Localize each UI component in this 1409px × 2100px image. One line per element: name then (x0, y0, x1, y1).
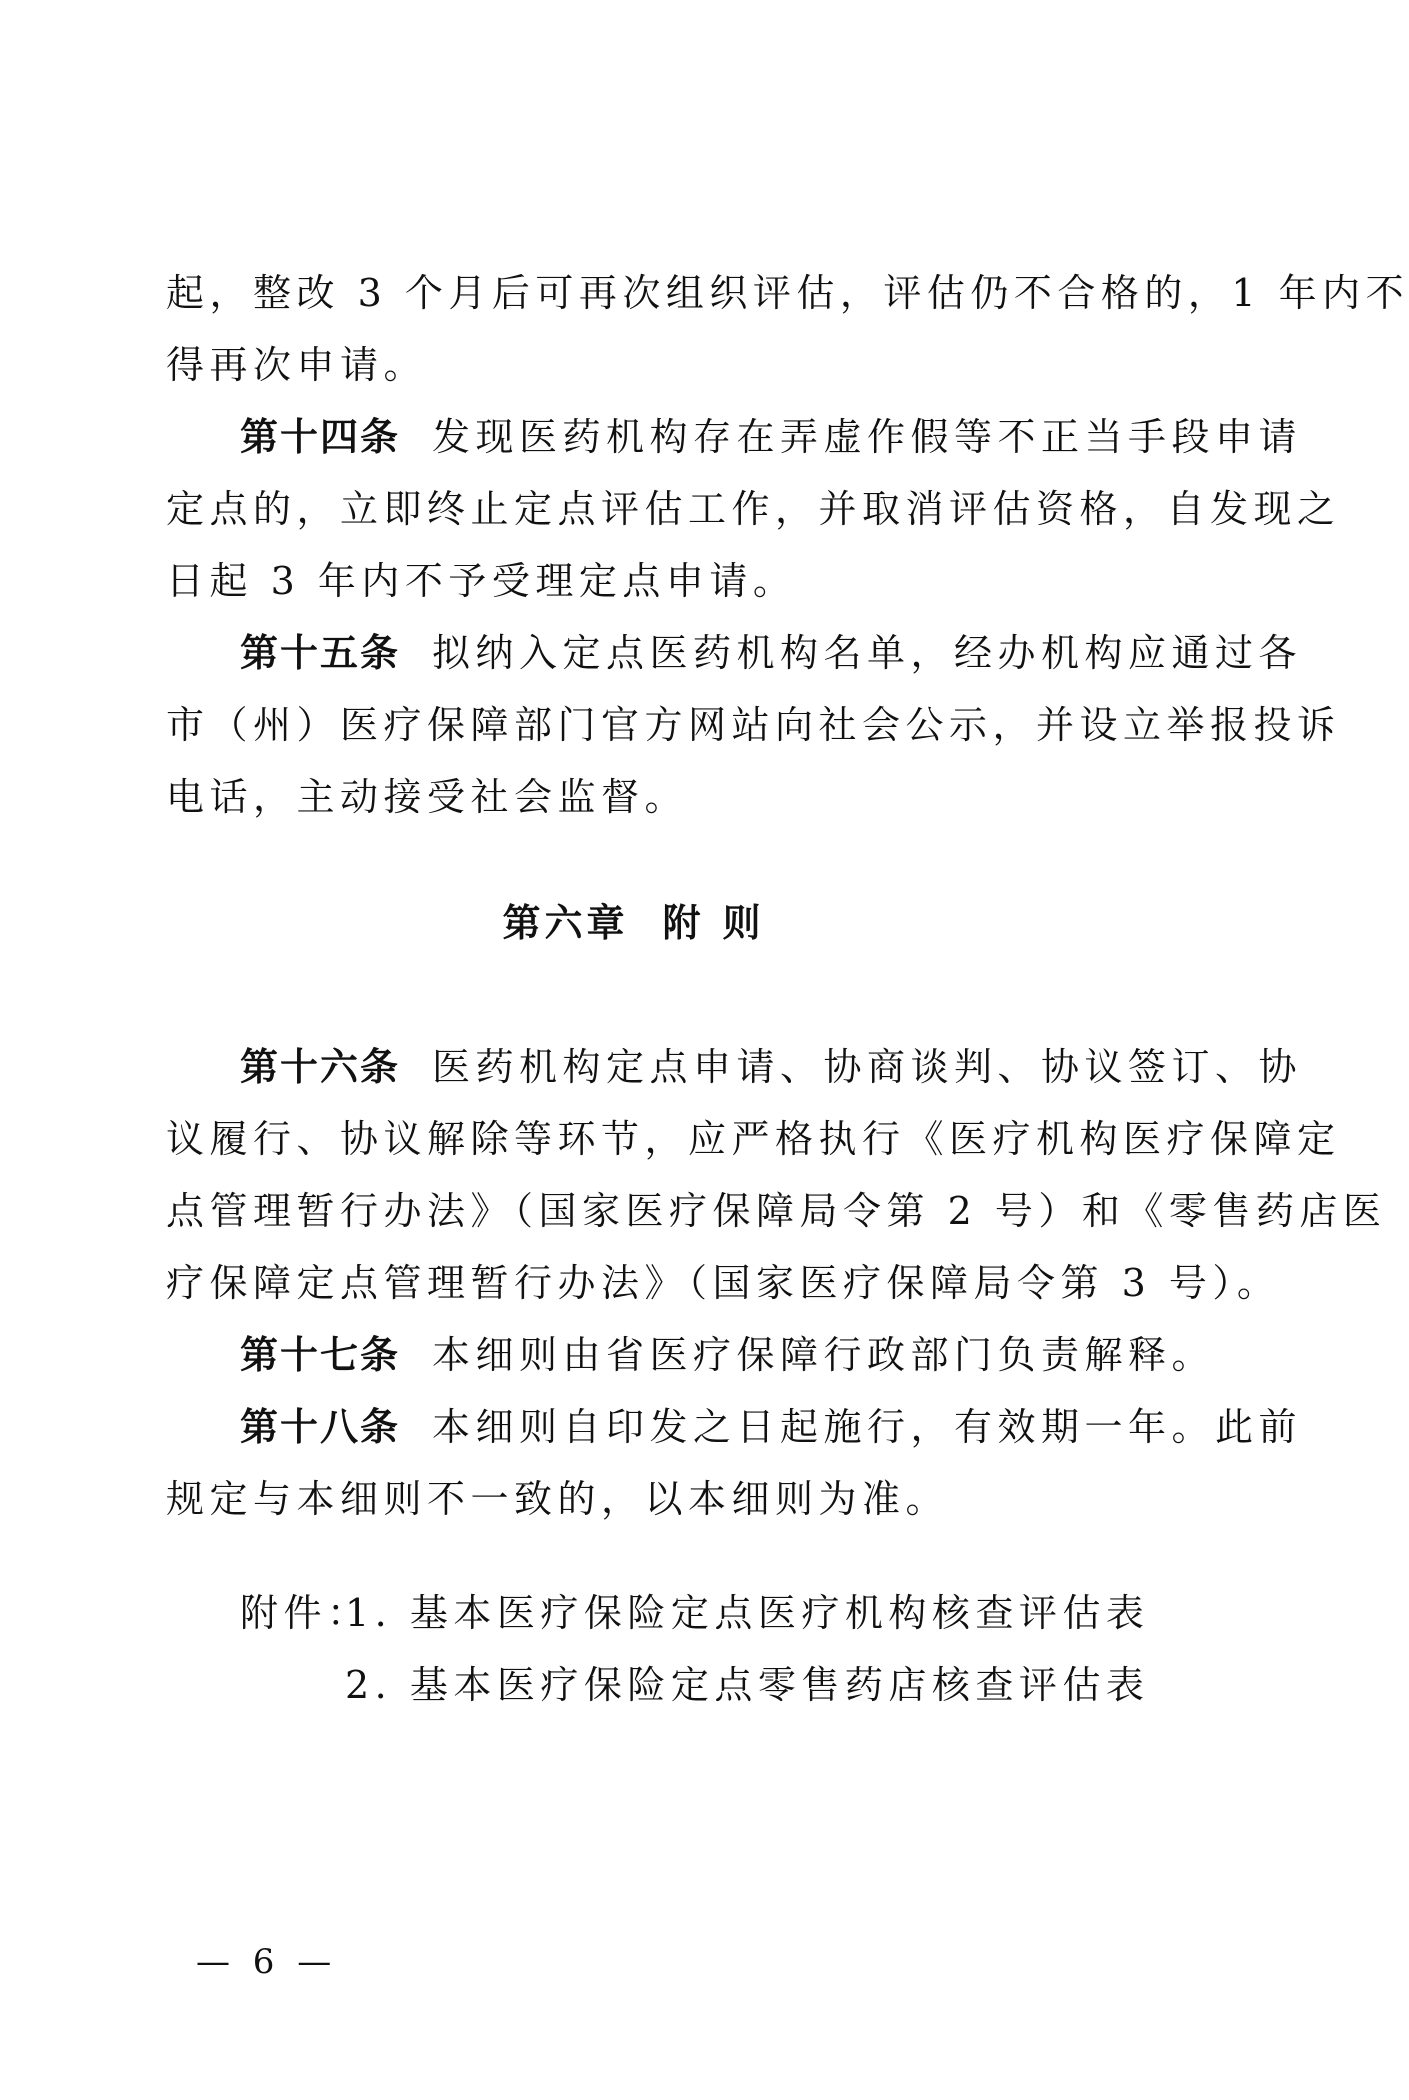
article-label: 第十五条 (240, 631, 401, 675)
page-number: — 6 — (196, 1942, 338, 1982)
article-text: 本细则由省医疗保障行政部门负责解释。 (432, 1333, 1216, 1377)
article-label: 第十四条 (240, 415, 401, 459)
chapter-title-part: 则 (722, 901, 765, 945)
paragraph-line: 定点的，立即终止定点评估工作，并取消评估资格，自发现之 (166, 487, 1341, 531)
paragraph-line: 得再次申请。 (166, 343, 428, 387)
article-text: 本细则自印发之日起施行，有效期一年。此前 (432, 1405, 1303, 1449)
paragraph-line: 规定与本细则不一致的，以本细则为准。 (166, 1477, 950, 1521)
attachment-label: 附件： (240, 1591, 371, 1635)
article-text: 医药机构定点申请、协商谈判、协议签订、协 (432, 1045, 1303, 1089)
attachment-item: 2. 基本医疗保险定点零售药店核查评估表 (345, 1663, 1150, 1707)
article-15-first-line (240, 627, 1303, 679)
article-17-line (240, 1329, 1215, 1381)
article-16-first-line (240, 1041, 1303, 1093)
paragraph-line: 起，整改 3 个月后可再次组织评估，评估仍不合格的，1 年内不 (166, 271, 1409, 315)
article-label: 第十八条 (240, 1405, 401, 1449)
paragraph-line: 电话，主动接受社会监督。 (166, 775, 689, 819)
article-18-first-line (240, 1401, 1303, 1453)
paragraph-line: 议履行、协议解除等环节，应严格执行《医疗机构医疗保障定 (166, 1117, 1341, 1161)
chapter-heading (0, 897, 1267, 949)
article-text: 拟纳入定点医药机构名单，经办机构应通过各 (432, 631, 1303, 675)
article-text: 发现医药机构存在弄虚作假等不正当手段申请 (432, 415, 1303, 459)
attachment-item: 1. 基本医疗保险定点医疗机构核查评估表 (345, 1591, 1150, 1635)
paragraph-line: 点管理暂行办法》（国家医疗保障局令第 2 号）和《零售药店医 (166, 1189, 1387, 1233)
article-label: 第十六条 (240, 1045, 401, 1089)
paragraph-line: 疗保障定点管理暂行办法》（国家医疗保障局令第 3 号）。 (166, 1261, 1281, 1305)
chapter-title-part: 附 (662, 901, 705, 945)
article-label: 第十七条 (240, 1333, 401, 1377)
paragraph-line: 日起 3 年内不予受理定点申请。 (166, 559, 797, 603)
article-14-first-line (240, 411, 1303, 463)
chapter-number: 第六章 (502, 901, 629, 945)
attachment-line (240, 1587, 1149, 1639)
paragraph-line: 市（州）医疗保障部门官方网站向社会公示，并设立举报投诉 (166, 703, 1341, 747)
